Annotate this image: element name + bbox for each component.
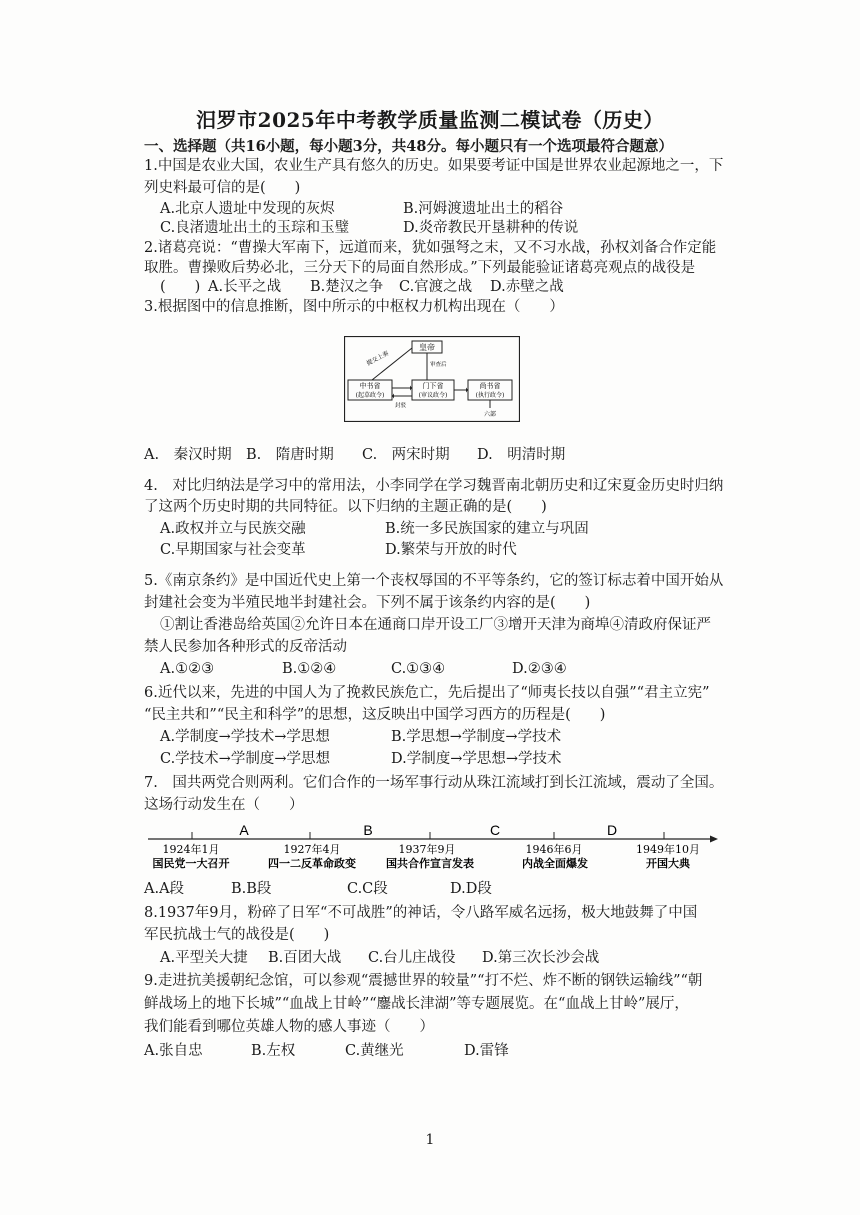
q1-option-c: C.良渚遗址出土的玉琮和玉璧 bbox=[160, 220, 350, 236]
q6-option-d: D.学制度→学思想→学技术 bbox=[391, 751, 562, 767]
q5-stem-line3: ①割让香港岛给英国②允许日本在通商口岸开设工厂③增开天津为商埠④清政府保证严 bbox=[160, 617, 711, 633]
timeline-event: 四一二反革命政变 bbox=[268, 857, 356, 870]
shangshu-label: 尚书省 bbox=[479, 382, 501, 390]
q8-option-a: A.平型关大捷 bbox=[160, 950, 248, 966]
q5-option-b: B.①②④ bbox=[282, 661, 337, 677]
q2-option-c: C.官渡之战 bbox=[399, 279, 473, 295]
q9-option-d: D.雷锋 bbox=[464, 1043, 509, 1059]
q2-stem-line2: 取胜。曹操败后势必北，三分天下的局面自然形成。”下列最能验证诸葛亮观点的战役是 bbox=[144, 260, 696, 276]
q7-stem-line2: 这场行动发生在（ ） bbox=[144, 797, 304, 813]
section-heading: 一、选择题（共16小题，每小题3分，共48分。每小题只有一个选项最符合题意） bbox=[144, 138, 673, 155]
emperor-label: 皇帝 bbox=[419, 343, 435, 352]
q9-option-c: C.黄继光 bbox=[345, 1043, 404, 1059]
q6-option-c: C.学技术→学制度→学思想 bbox=[160, 751, 330, 767]
q5-stem-line2: 封建社会变为半殖民地半封建社会。下列不属于该条约内容的是( ) bbox=[144, 595, 591, 611]
menxia-label: 门下省 bbox=[422, 382, 444, 390]
q7-stem-line1: 7. 国共两党合则两利。它们合作的一场军事行动从珠江流域打到长江流域，震动了全国。 bbox=[144, 775, 724, 791]
q2-option-d: D.赤壁之战 bbox=[490, 279, 564, 295]
q1-option-d: D.炎帝教民开垦耕种的传说 bbox=[403, 220, 579, 236]
zhongshu-label: 中书省 bbox=[359, 382, 381, 390]
q2-stem-line3: ( ) bbox=[160, 279, 201, 295]
history-timeline bbox=[144, 820, 724, 875]
q5-stem-line1: 5.《南京条约》是中国近代史上第一个丧权辱国的不平等条约，它的签订标志着中国开始从 bbox=[144, 573, 724, 589]
q3-option-b: B. 隋唐时期 bbox=[246, 447, 334, 463]
q1-stem-line2: 列史料最可信的是( ) bbox=[144, 180, 301, 196]
q9-stem-line2: 鲜战场上的地下长城”“血战上甘岭”“鏖战长津湖”等专题展览。在“血战上甘岭”展厅， bbox=[144, 996, 689, 1012]
shangshu-role: (执行政令) bbox=[475, 392, 505, 399]
q8-stem-line1: 8.1937年9月，粉碎了日军“不可战胜”的神话，令八路军威名远扬，极大地鼓舞了中国 bbox=[144, 905, 698, 921]
segment-a: A bbox=[239, 822, 249, 838]
q6-option-b: B.学思想→学制度→学技术 bbox=[391, 729, 562, 745]
q3-option-c: C. 两宋时期 bbox=[362, 447, 450, 463]
exam-title: 汨罗市2025年中考教学质量监测二模试卷（历史） bbox=[196, 108, 664, 132]
q6-stem-line1: 6.近代以来，先进的中国人为了挽救民族危亡，先后提出了“师夷长技以自强”“君主立宪” bbox=[144, 685, 710, 701]
q5-option-a: A.①②③ bbox=[160, 661, 215, 677]
timeline-event: 国民党一大召开 bbox=[152, 857, 230, 870]
submit-label: 提交上奏 bbox=[365, 349, 391, 368]
q7-option-b: B.B段 bbox=[231, 881, 272, 897]
q7-option-a: A.A段 bbox=[144, 881, 185, 897]
q6-option-a: A.学制度→学技术→学思想 bbox=[160, 729, 330, 745]
q6-stem-line2: “民主共和”“民主和科学”的思想，这反映出中国学习西方的历程是( ) bbox=[144, 707, 606, 723]
segment-d: D bbox=[606, 822, 618, 838]
q7-option-d: D.D段 bbox=[450, 881, 492, 897]
submit-arrow bbox=[372, 348, 412, 380]
q9-stem-line3: 我们能看到哪位英雄人物的感人事迹（ ） bbox=[144, 1019, 434, 1035]
q1-stem-line1: 1.中国是农业大国，农业生产具有悠久的历史。如果要考证中国是世界农业起源地之一，下 bbox=[144, 158, 724, 174]
q9-option-b: B.左权 bbox=[251, 1043, 296, 1059]
q4-stem-line2: 了这两个历史时期的共同特征。以下归纳的主题正确的是( ) bbox=[144, 499, 547, 515]
q2-option-b: B.楚汉之争 bbox=[310, 279, 384, 295]
q3-option-a: A. 秦汉时期 bbox=[144, 447, 232, 463]
segment-b: B bbox=[363, 822, 373, 838]
timeline-event: 内战全面爆发 bbox=[522, 857, 588, 870]
q1-option-a: A.北京人遗址中发现的灰烬 bbox=[160, 201, 335, 217]
q7-option-c: C.C段 bbox=[347, 881, 388, 897]
timeline-event: 国共合作宣言发表 bbox=[386, 857, 474, 870]
q5-stem-line4: 禁人民参加各种形式的反帝活动 bbox=[144, 639, 347, 655]
q4-option-a: A.政权并立与民族交融 bbox=[160, 521, 306, 537]
zhongshu-role: (起草政令) bbox=[355, 392, 385, 399]
timeline-date: 1924年1月 bbox=[162, 843, 220, 856]
q5-option-c: C.①③④ bbox=[391, 661, 446, 677]
q4-stem-line1: 4. 对比归纳法是学习中的常用法，小李同学在学习魏晋南北朝历史和辽宋夏金历史时归纳 bbox=[144, 478, 724, 494]
timeline-date: 1927年4月 bbox=[283, 843, 341, 856]
timeline-arrowhead bbox=[710, 836, 718, 843]
review-label: 审查后 bbox=[430, 362, 447, 368]
page-number: 1 bbox=[425, 1132, 435, 1148]
q8-option-d: D.第三次长沙会战 bbox=[482, 950, 600, 966]
timeline-date: 1937年9月 bbox=[398, 843, 456, 856]
timeline-date: 1946年6月 bbox=[525, 843, 583, 856]
timeline-event: 开国大典 bbox=[646, 857, 690, 870]
reject-label: 封驳 bbox=[395, 403, 407, 409]
central-government-diagram bbox=[344, 336, 520, 422]
segment-c: C bbox=[489, 822, 501, 838]
q9-option-a: A.张自忠 bbox=[144, 1043, 203, 1059]
q8-stem-line2: 军民抗战士气的战役是( ) bbox=[144, 927, 330, 943]
q4-option-b: B.统一多民族国家的建立与巩固 bbox=[385, 521, 589, 537]
timeline-date: 1949年10月 bbox=[636, 843, 700, 856]
sixbu-label: 六部 bbox=[484, 411, 497, 418]
q9-stem-line1: 9.走进抗美援朝纪念馆，可以参观“震撼世界的较量”“打不烂、炸不断的钢铁运输线”“朝 bbox=[144, 973, 703, 989]
q1-option-b: B.河姆渡遗址出土的稻谷 bbox=[403, 201, 564, 217]
q8-option-b: B.百团大战 bbox=[268, 950, 342, 966]
q2-option-a: A.长平之战 bbox=[208, 279, 282, 295]
q4-option-c: C.早期国家与社会变革 bbox=[160, 542, 306, 558]
menxia-role: (审议政令) bbox=[418, 392, 448, 399]
q3-option-d: D. 明清时期 bbox=[477, 447, 566, 463]
q3-stem: 3.根据图中的信息推断，图中所示的中枢权力机构出现在（ ） bbox=[144, 299, 564, 315]
q5-option-d: D.②③④ bbox=[512, 661, 567, 677]
q4-option-d: D.繁荣与开放的时代 bbox=[385, 542, 517, 558]
q2-stem-line1: 2.诸葛亮说：“曹操大军南下，远道而来，犹如强弩之末，又不习水战，孙权刘备合作定能 bbox=[144, 240, 717, 256]
q8-option-c: C.台儿庄战役 bbox=[368, 950, 456, 966]
